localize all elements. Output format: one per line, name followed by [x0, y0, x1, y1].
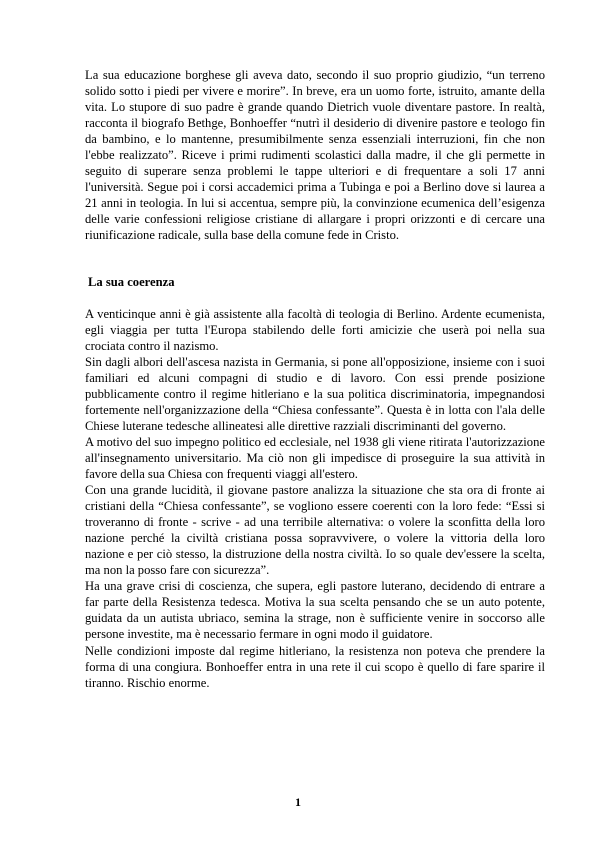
- section-paragraph-5: Ha una grave crisi di coscienza, che supera, egli pastore luterano, decidendo di entrare a far parte della Resistenza tedesca. Motiva la sua scelta pensando che se un auto potente, guidata da un autista ubriaco, semina la strage, non è sufficiente venire in soccorso alle persone investite, ma è necessario fermare in ogni modo il guidatore.: [85, 579, 545, 642]
- spacer: [85, 244, 545, 274]
- spacer: [85, 290, 545, 306]
- document-page: [85, 67, 545, 691]
- page-number: 1: [295, 795, 301, 809]
- section-paragraph-4: Con una grande lucidità, il giovane pastore analizza la situazione che sta ora di fronte ai cristiani della “Chiesa confessante”, se vogliono essere coerenti con la loro fede: “Essi si troveranno di fronte - scrive - ad una terribile alternativa: o volere la sconfitta della loro nazione perché la civiltà cristiana possa sopravvivere, o volere la vittoria della loro nazione e per ciò stesso, la distruzione della nostra civiltà. Io so quale dev'essere la scelta, ma non la posso fare con sicurezza”.: [85, 483, 545, 578]
- section-paragraph-6: Nelle condizioni imposte dal regime hitleriano, la resistenza non poteva che prendere la forma di una congiura. Bonhoeffer entra in una rete il cui scopo è quello di fare sparire il tiranno. Rischio enorme.: [85, 643, 545, 690]
- intro-paragraph: La sua educazione borghese gli aveva dato, secondo il suo proprio giudizio, “un terreno solido sotto i piedi per vivere e morire”. In breve, era un uomo forte, istruito, amante della vita. Lo stupore di suo padre è grande quando Dietrich vuole diventare pastore. In realtà, racconta il biografo Bethge, Bonhoeffer “nutrì il desiderio di divenire pastore e teologo fin da bambino, e lo mantenne, presumibilmente senza essenziali interruzioni, fin che non l'ebbe realizzato”. Riceve i primi rudimenti scolastici dalla madre, il che gli permette in seguito di superare senza problemi le tappe ulteriori e di frequentare a soli 17 anni l'università. Segue poi i corsi accademici prima a Tubinga e poi a Berlino dove si laurea a 21 anni in teologia. In lui si accentua, sempre più, la convinzione ecumenica dell’esigenza delle varie confessioni religiose cristiane di allargare i propri orizzonti e di cercare una riunificazione radicale, sulla base della comune fede in Cristo.: [85, 68, 545, 243]
- section-paragraph-3: A motivo del suo impegno politico ed ecclesiale, nel 1938 gli viene ritirata l'autorizzazione all'insegnamento universitario. Ma ciò non gli impedisce di proseguire la sua attività in favore della sua Chiesa con frequenti viaggi all'estero.: [85, 434, 545, 481]
- section-heading: La sua coerenza: [88, 274, 175, 289]
- section-paragraph-2: Sin dagli albori dell'ascesa nazista in Germania, si pone all'opposizione, insieme con i suoi familiari ed alcuni compagni di studio e di lavoro. Con essi prende posizione pubblicamente contro il regime hitleriano e la sua politica discriminatoria, impegnandosi fortemente nell'organizzazione della “Chiesa confessante”. Questa è in lotta con l'ala delle Chiese luterane tedesche allineatesi alle direttive razziali discriminanti del governo.: [85, 354, 545, 433]
- section-paragraph-1: A venticinque anni è già assistente alla facoltà di teologia di Berlino. Ardente ecumenista, egli viaggia per tutta l'Europa stabilendo delle forti amicizie che userà poi nella sua crociata contro il nazismo.: [85, 306, 545, 353]
